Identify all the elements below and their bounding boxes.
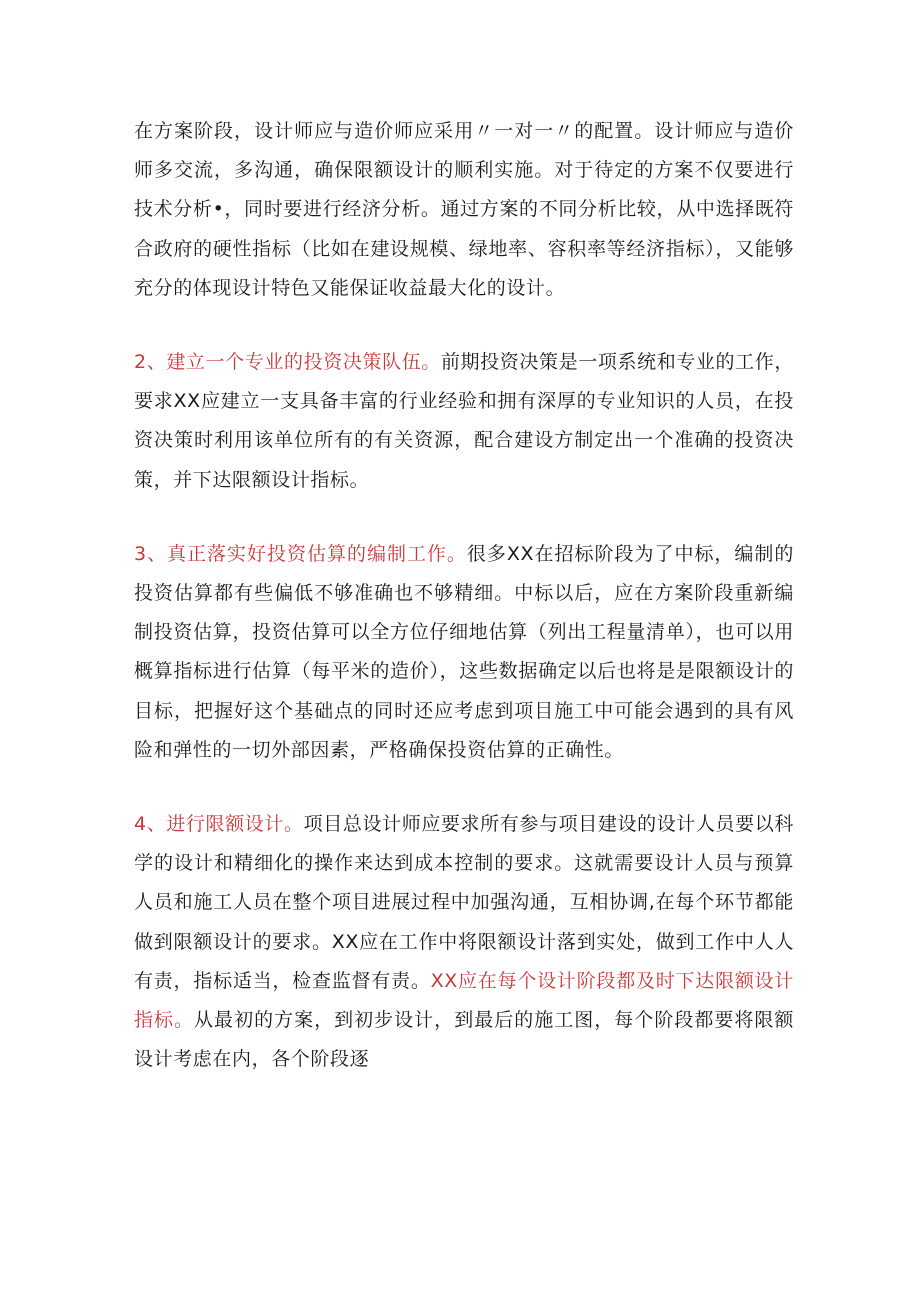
paragraph-text: 很多XX在招标阶段为了中标，编制的投资估算都有些偏低不够准确也不够精细。中标以后，应在方案阶段重新编制投资估算，投资估算可以全方位仔细地估算（列出工程量清单），也可以用概算指标进行估算（每平米的造价），这些数据确定以后也将是是限额设计的目标，把握好这个基础点的同时还应考虑到项目施工中可能会遇到的具有风险和弹性的一切外部因素，严格确保投资估算的正确性。 (134, 542, 794, 761)
paragraph-investment-team (134, 343, 794, 500)
paragraph-text: 项目总设计师应要求所有参与项目建设的设计人员要以科学的设计和精细化的操作来达到成本控制的要求。这就需要设计人员与预算人员和施工人员在整个项目进展过程中加强沟通，互相协调,在每个环节都能做到限额设计的要求。XX应在工作中将限额设计落到实处，做到工作中人人有责，指标适当，检查监督有责。 (134, 813, 794, 992)
highlighted-sentence: XX应在每个设计阶段都及时下达限额设计指标。 (134, 969, 794, 1032)
paragraph-text: 在方案阶段，设计师应与造价师应采用〃一对一〃的配置。设计师应与造价师多交流，多沟通，确保限额设计的顺利实施。对于待定的方案不仅要进行技术分析•，同时要进行经济分析。通过方案的不同分析比较，从中选择既符合政府的硬性指标（比如在建设规模、绿地率、容积率等经济指标），又能够充分的体现设计特色又能保证收益最大化的设计。 (134, 120, 794, 299)
section-heading-4: 4、进行限额设计。 (134, 813, 304, 836)
paragraph-text: 从最初的方案，到初步设计，到最后的施工图，每个阶段都要将限额设计考虑在内，各个阶段逐 (134, 1009, 794, 1071)
paragraph-text: 前期投资决策是一项系统和专业的工作，要求XX应建立一支具备丰富的行业经验和拥有深厚的专业知识的人员，在投资决策时利用该单位所有的有关资源，配合建设方制定出一个准确的投资决策，并下达限额设计指标。 (134, 351, 794, 491)
paragraph-limit-design (134, 805, 794, 1079)
paragraph-scheme-phase (134, 112, 794, 308)
paragraph-investment-estimate (134, 535, 794, 770)
section-heading-2: 2、建立一个专业的投资决策队伍。 (134, 351, 441, 374)
section-heading-3: 3、真正落实好投资估算的编制工作。 (134, 542, 467, 565)
